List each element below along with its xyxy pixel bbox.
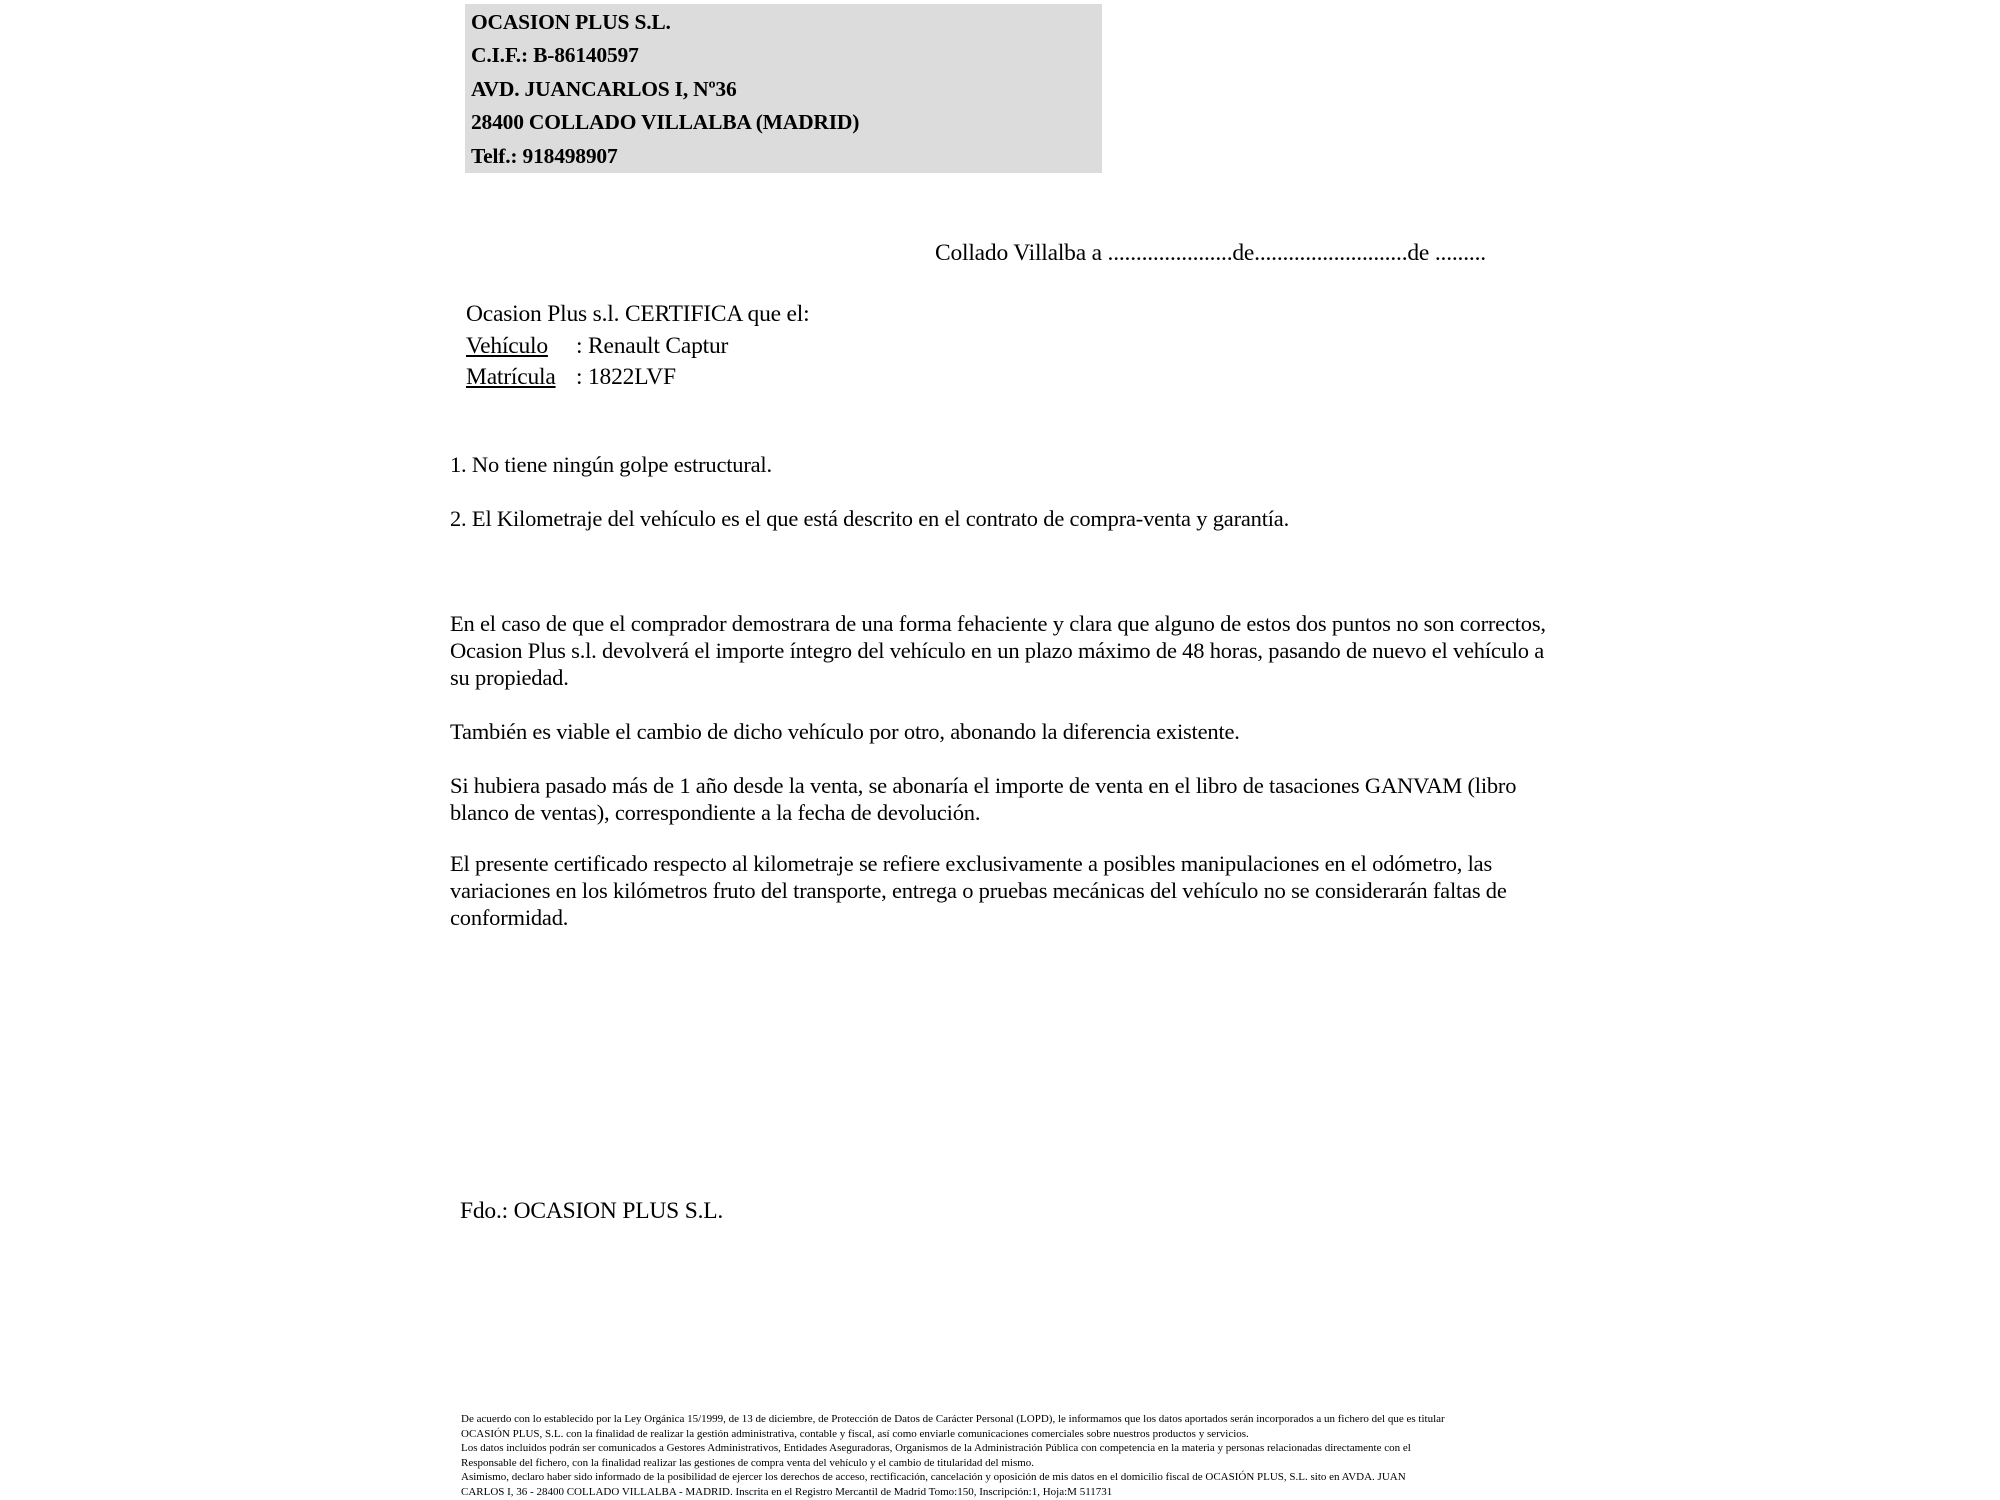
company-phone: Telf.: 918498907 xyxy=(471,143,618,168)
company-header-box xyxy=(465,4,1102,173)
vehicle-row xyxy=(466,331,809,363)
paragraph-refund: En el caso de que el comprador demostrara de una forma fehaciente y clara que alguno de estos dos puntos no son correctos, Ocasion Plus s.l. devolverá el importe íntegro del vehículo en un plazo máximo de 48 horas, pasando de nuevo el vehículo a su propiedad. xyxy=(450,611,1546,690)
vehicle-value: : Renault Captur xyxy=(576,332,729,359)
legal-line: Asimismo, declaro haber sido informado de la posibilidad de ejercer los derechos de acceso, rectificación, cancelación y oposición de mis datos en el domicilio fiscal de OCASIÓN PLUS, S.L. sito en AVDA. JUAN xyxy=(461,1471,1406,1484)
plate-label: Matrícula xyxy=(466,364,556,391)
company-cif: C.I.F.: B-86140597 xyxy=(471,43,639,68)
certify-intro: Ocasion Plus s.l. CERTIFICA que el: xyxy=(466,301,810,327)
company-name: OCASION PLUS S.L. xyxy=(471,10,671,34)
paragraph-exchange: También es viable el cambio de dicho vehículo por otro, abonando la diferencia existente. xyxy=(450,719,1240,744)
date-placeholder-line: Collado Villalba a ......................de...........................de ......... xyxy=(935,240,1486,266)
legal-line: De acuerdo con lo establecido por la Ley Orgánica 15/1999, de 13 de diciembre, de Protección de Datos de Carácter Personal (LOPD), le informamos que los datos aportados serán incorporados a un fichero del que es titular xyxy=(461,1413,1445,1425)
plate-value: : 1822LVF xyxy=(576,364,676,391)
certification-block xyxy=(466,299,809,394)
vehicle-label: Vehículo xyxy=(466,332,548,359)
company-address: AVD. JUANCARLOS I, Nº36 xyxy=(471,76,737,101)
paragraph-odometer: El presente certificado respecto al kilometraje se refiere exclusivamente a posibles manipulaciones en el odómetro, las variaciones en los kilómetros fruto del transporte, entrega o pruebas mecánicas del vehículo no se considerarán faltas de conformidad. xyxy=(450,851,1507,930)
legal-line: Responsable del fichero, con la finalidad realizar las gestiones de compra venta del vehículo y el cambio de titularidad del mismo. xyxy=(461,1456,1035,1469)
legal-line: CARLOS I, 36 - 28400 COLLADO VILLALBA - MADRID. Inscrita en el Registro Mercantil de Madrid Tomo:150, Inscripción:1, Hoja:M 511731 xyxy=(461,1485,1113,1498)
plate-row xyxy=(466,362,809,394)
legal-line: OCASIÓN PLUS, S.L. con la finalidad de realizar la gestión administrativa, contable y fiscal, así como enviarle comunicaciones comerciales sobre nuestros productos y servicios. xyxy=(461,1427,1249,1440)
signature-line: Fdo.: OCASION PLUS S.L. xyxy=(460,1198,724,1224)
legal-notice xyxy=(461,1412,1445,1500)
paragraph-ganvam: Si hubiera pasado más de 1 año desde la venta, se abonaría el importe de venta en el libro de tasaciones GANVAM (libro blanco de ventas), correspondiente a la fecha de devolución. xyxy=(450,773,1517,825)
legal-line: Los datos incluidos podrán ser comunicados a Gestores Administrativos, Entidades Aseguradoras, Organismos de la Administración Pública con competencia en la materia y personas relacionadas directamente con el xyxy=(461,1442,1411,1455)
condition-item-2: 2. El Kilometraje del vehículo es el que está descrito en el contrato de compra-venta y garantía. xyxy=(450,506,1290,531)
condition-item-1: 1. No tiene ningún golpe estructural. xyxy=(450,452,772,477)
company-city: 28400 COLLADO VILLALBA (MADRID) xyxy=(471,110,860,135)
